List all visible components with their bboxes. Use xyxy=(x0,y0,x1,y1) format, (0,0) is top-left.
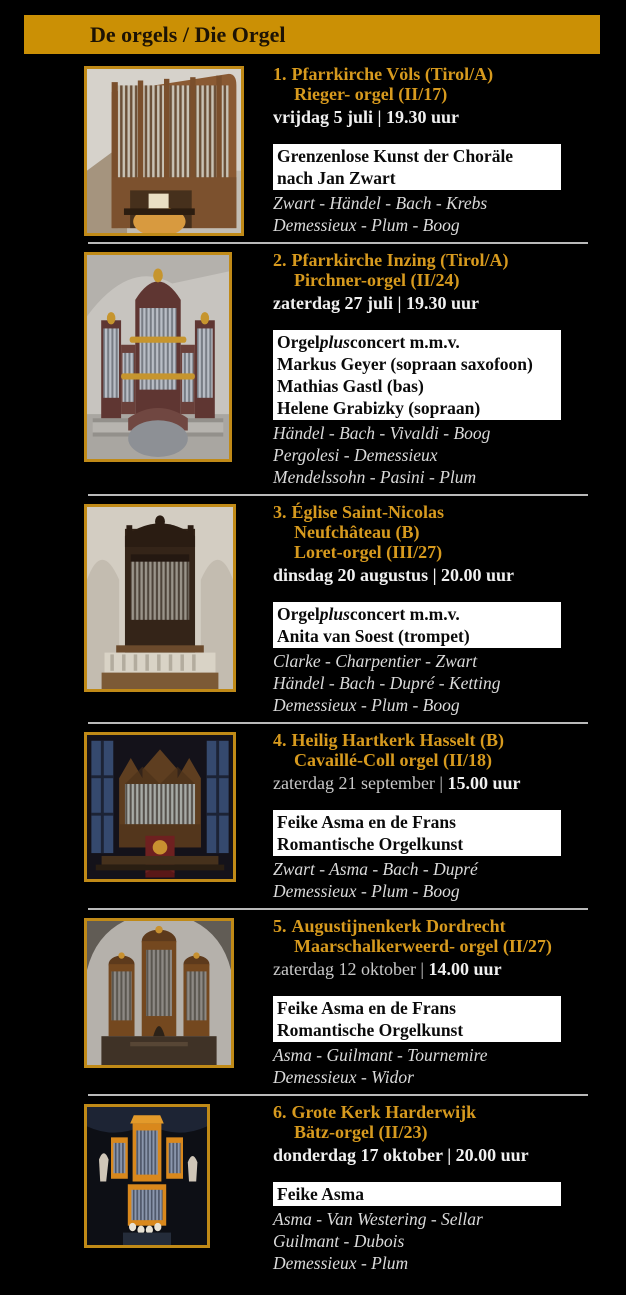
organ-illustration xyxy=(87,1107,207,1245)
organ-illustration xyxy=(87,69,241,233)
program-title-box: Feike Asma en de Frans Romantische Orgelkunst xyxy=(273,996,561,1042)
concert-entry-4 xyxy=(0,730,626,902)
composer-list: Clarke - Charpentier - Zwart Händel - Bach - Dupré - Ketting Demessieux - Plum - Boog xyxy=(273,651,501,715)
page-title: De orgels / Die Orgel xyxy=(90,22,286,47)
composer-list: Händel - Bach - Vivaldi - Boog Pergolesi - Demessieux Mendelssohn - Pasini - Plum xyxy=(273,423,491,487)
composer-list: Zwart - Asma - Bach - Dupré Demessieux - Plum - Boog xyxy=(273,859,478,901)
entry-divider xyxy=(88,242,588,244)
entry-date: zaterdag 27 juli | 19.30 uur xyxy=(273,293,479,313)
photo-column xyxy=(84,64,273,236)
organ-photo-dordrecht xyxy=(84,918,234,1068)
program-title-box: Feike Asma en de Frans Romantische Orgelkunst xyxy=(273,810,561,856)
entry-title: 3. Église Saint-Nicolas Neufchâteau (B) Loret-orgel (III/27) xyxy=(273,502,445,562)
composer-list: Zwart - Händel - Bach - Krebs Demessieux - Plum - Boog xyxy=(273,193,488,235)
entry-title: 6. Grote Kerk Harderwijk Bätz-orgel (II/23) xyxy=(273,1102,477,1142)
entry-date: zaterdag 21 september | 15.00 uur xyxy=(273,773,521,793)
concert-entry-6 xyxy=(0,1102,626,1274)
organ-illustration xyxy=(87,255,229,459)
concert-entry-3 xyxy=(0,502,626,716)
entry-date: zaterdag 12 oktober | 14.00 uur xyxy=(273,959,502,979)
program-title-box: Orgelplusconcert m.m.v. Markus Geyer (sopraan saxofoon) Mathias Gastl (bas) Helene Grabizky (sopraan) xyxy=(273,330,561,420)
organ-photo-harderwijk xyxy=(84,1104,210,1248)
organ-photo-hasselt xyxy=(84,732,236,882)
entry-divider xyxy=(88,1094,588,1096)
composer-list: Asma - Guilmant - Tournemire Demessieux - Widor xyxy=(273,1045,488,1087)
entry-date: dinsdag 20 augustus | 20.00 uur xyxy=(273,565,515,585)
concert-entry-5 xyxy=(0,916,626,1088)
organ-photo-inzing xyxy=(84,252,232,462)
photo-column xyxy=(84,730,273,882)
section-header-banner xyxy=(24,15,600,54)
composer-list: Asma - Van Westering - Sellar Guilmant - Dubois Demessieux - Plum xyxy=(273,1209,483,1273)
organ-illustration xyxy=(87,921,231,1065)
organ-illustration xyxy=(87,735,233,879)
concert-entry-2 xyxy=(0,250,626,488)
concert-entry-1 xyxy=(0,64,626,236)
organ-illustration xyxy=(87,507,233,689)
entry-title: 5. Augustijnenkerk Dordrecht Maarschalkerweerd- orgel (II/27) xyxy=(273,916,552,956)
organ-photo-vols xyxy=(84,66,244,236)
photo-column xyxy=(84,916,273,1068)
entry-divider xyxy=(88,722,588,724)
entry-date: donderdag 17 oktober | 20.00 uur xyxy=(273,1145,529,1165)
program-title-box: Feike Asma xyxy=(273,1182,561,1206)
entry-title: 1. Pfarrkirche Völs (Tirol/A) Rieger- orgel (II/17) xyxy=(273,64,494,104)
photo-column xyxy=(84,1102,273,1248)
photo-column xyxy=(84,502,273,692)
program-title-box: Orgelplusconcert m.m.v. Anita van Soest (trompet) xyxy=(273,602,561,648)
entry-divider xyxy=(88,908,588,910)
entry-title: 2. Pfarrkirche Inzing (Tirol/A) Pirchner-orgel (II/24) xyxy=(273,250,509,290)
entry-divider xyxy=(88,494,588,496)
program-title-box: Grenzenlose Kunst der Choräle nach Jan Zwart xyxy=(273,144,561,190)
concert-list xyxy=(0,54,626,1274)
photo-column xyxy=(84,250,273,462)
entry-date: vrijdag 5 juli | 19.30 uur xyxy=(273,107,459,127)
organ-photo-neufchateau xyxy=(84,504,236,692)
entry-title: 4. Heilig Hartkerk Hasselt (B) Cavaillé-Coll orgel (II/18) xyxy=(273,730,504,770)
